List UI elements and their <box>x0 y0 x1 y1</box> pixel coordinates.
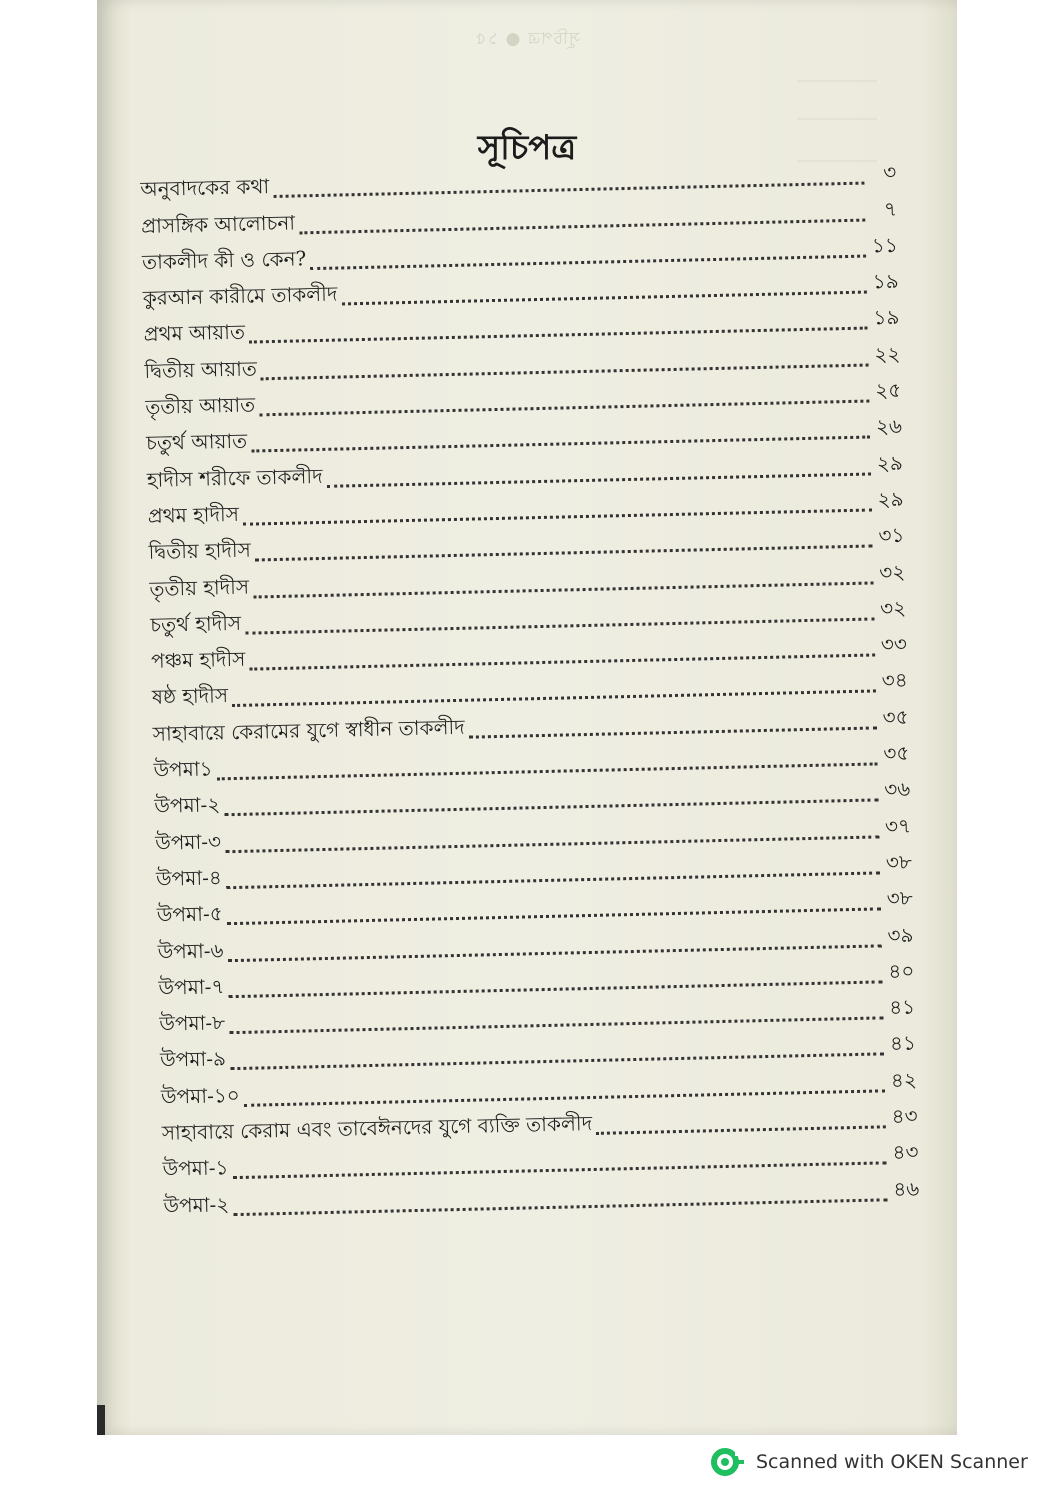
toc-entry-label: উপমা-৫ <box>156 901 223 928</box>
toc-entry-label: সাহাবায়ে কেরামের যুগে স্বাধীন তাকলীদ <box>152 714 465 746</box>
toc-entry-label: উপমা-২ <box>163 1191 230 1218</box>
watermark-text: Scanned with OKEN Scanner <box>756 1451 1028 1473</box>
toc-page-number: ২৯ <box>876 450 904 476</box>
toc-entry-label: সাহাবায়ে কেরাম এবং তাবেঈনদের যুগে ব্যক্তি তাকলীদ <box>161 1111 593 1145</box>
toc-entry-label: কুরআন কারীমে তাকলীদ <box>142 281 338 311</box>
toc-page-number: ৪১ <box>888 994 916 1020</box>
toc-entry-label: চতুর্থ আয়াত <box>145 429 248 456</box>
toc-entry-label: উপমা-১ <box>162 1155 229 1182</box>
toc-entry-label: ষষ্ঠ হাদীস <box>151 683 229 710</box>
toc-page-number: ৩৪ <box>881 668 908 693</box>
toc-entry-label: চতুর্থ হাদীস <box>150 610 242 637</box>
toc-entry-label: প্রাসঙ্গিক আলোচনা <box>140 210 296 238</box>
toc-entry-label: উপমা-২ <box>154 792 221 819</box>
toc-page-number: ৪৩ <box>891 1103 918 1129</box>
toc-page-number: ৩ <box>882 160 897 185</box>
toc-entry-label: উপমা-৩ <box>154 828 222 855</box>
toc-entry-label: উপমা-৮ <box>159 1010 226 1036</box>
toc-entry-label: তাকলীদ কী ও কেন? <box>141 246 307 274</box>
toc-entry-label: প্রথম হাদীস <box>147 501 240 528</box>
oken-scanner-logo-icon <box>710 1447 744 1477</box>
toc-page-number: ৪২ <box>890 1067 918 1092</box>
toc-entry-label: দ্বিতীয় আয়াত <box>144 356 258 383</box>
page-edge-shadow <box>97 1405 105 1435</box>
page-title: সূচিপত্র <box>477 128 577 168</box>
dot-leader <box>233 1198 887 1216</box>
toc-page-number: ৩৩ <box>880 631 908 657</box>
toc-entry-label: হাদীস শরীফে তাকলীদ <box>146 463 323 492</box>
toc-page-number: ১৯ <box>873 305 900 330</box>
toc-page-number: ৪১ <box>889 1031 917 1056</box>
toc-page-number: ৪৬ <box>893 1176 920 1201</box>
table-of-contents <box>140 155 920 1224</box>
toc-page-number: ২৫ <box>874 377 902 403</box>
toc-entry-label: তৃতীয় আয়াত <box>145 392 256 420</box>
toc-page-number: ২৬ <box>875 414 903 439</box>
bleed-through-mark <box>797 118 877 120</box>
bleed-through-mark <box>797 80 877 82</box>
toc-entry-label: অনুবাদকের কথা <box>140 174 270 202</box>
toc-entry-label: উপমা১ <box>153 756 213 782</box>
toc-page-number: ৪০ <box>888 958 915 984</box>
book-page <box>97 0 957 1435</box>
toc-page-number: ৩৭ <box>884 813 912 838</box>
toc-page-number: ২৯ <box>877 486 904 512</box>
toc-page-number: ৩৬ <box>883 777 911 802</box>
bleed-through-header: সূচিপত্র ● ১৫ <box>474 29 581 49</box>
toc-page-number: ৩২ <box>878 559 906 584</box>
toc-page-number: ৩১ <box>878 523 905 548</box>
toc-page-number: ১৯ <box>872 269 899 294</box>
toc-page-number: ১১ <box>871 232 899 258</box>
toc-page-number: ৩৫ <box>882 704 909 730</box>
toc-entry-label: উপমা-১০ <box>160 1082 241 1109</box>
toc-page-number: ৩৫ <box>883 740 910 766</box>
toc-entry-label: উপমা-৬ <box>157 937 224 964</box>
dot-leader <box>596 1125 886 1135</box>
toc-page-number: ৭ <box>883 196 898 221</box>
toc-page-number: ৩২ <box>879 595 907 621</box>
toc-entry-label: উপমা-৯ <box>159 1046 227 1073</box>
toc-entry-label: তৃতীয় হাদীস <box>149 574 250 601</box>
toc-page-number: ৩৯ <box>887 922 914 947</box>
toc-page-number: ৩৮ <box>886 885 913 911</box>
toc-entry-label: উপমা-৭ <box>158 974 225 1000</box>
toc-entry-label: প্রথম আয়াত <box>143 320 246 347</box>
toc-entry-label: দ্বিতীয় হাদীস <box>148 537 252 565</box>
toc-page-number: ২২ <box>874 341 901 367</box>
scanner-watermark <box>710 1447 1028 1477</box>
toc-entry-label: উপমা-৪ <box>155 865 223 891</box>
toc-entry-label: পঞ্চম হাদীস <box>150 646 246 674</box>
toc-page-number: ৩৮ <box>885 849 913 875</box>
toc-page-number: ৪৩ <box>892 1139 919 1165</box>
